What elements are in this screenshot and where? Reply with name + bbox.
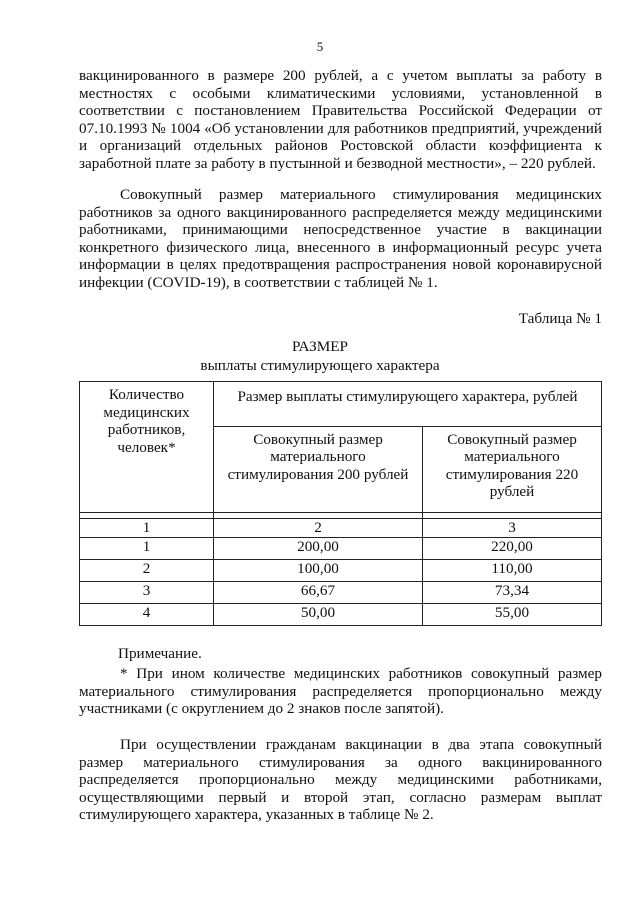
paragraph-3: При осуществлении гражданам вакцинации в два этапа совокупный размер материального стимулирования за одного вакцинированного распределяется пропорционально между медицинскими работниками, осуществляющими первый и второй этап, согласно размерам выплат стимулирующего характера, указанных в таблице № 2.: [79, 736, 602, 824]
payment-200-cell: 100,00: [214, 560, 423, 582]
worker-count-cell: 2: [80, 560, 214, 582]
payment-220-cell: 110,00: [423, 560, 602, 582]
column-number: 3: [423, 519, 602, 538]
paragraph-2: Совокупный размер материального стимулирования медицинских работников за одного вакцинированного распределяется между медицинскими работниками, принимающими непосредственное участие в вакцинации конкретного физического лица, внесенного в информационный ресурс учета информации в целях предотвращения распространения новой коронавирусной инфекции (COVID-19), в соответствии с таблицей № 1.: [79, 186, 602, 291]
note-label: Примечание.: [118, 645, 202, 662]
header-200-rub: Совокупный размер материального стимулирования 200 рублей: [214, 426, 423, 512]
payment-200-cell: 200,00: [214, 538, 423, 560]
note-text: * При ином количестве медицинских работников совокупный размер материального стимулирования распределяется пропорционально между участниками (с округлением до 2 знаков после запятой).: [79, 665, 602, 718]
table-row: [80, 538, 602, 560]
payment-200-cell: 66,67: [214, 582, 423, 604]
header-worker-count: Количество медицинских работников, человек*: [80, 382, 214, 513]
column-number: 2: [214, 519, 423, 538]
payment-220-cell: 73,34: [423, 582, 602, 604]
paragraph-1: вакцинированного в размере 200 рублей, а с учетом выплаты за работу в местностях с особыми климатическими условиями, установленной в соответствии с постановлением Правительства Российской Федерации от 07.10.1993 № 1004 «Об установлении для работников предприятий, учреждений и организаций отдельных районов Ростовской области коэффициента к заработной плате за работу в пустынной и безводной местности», – 220 рублей.: [79, 67, 602, 172]
table-subtitle: выплаты стимулирующего характера: [200, 357, 440, 374]
table-row: [80, 604, 602, 626]
worker-count-cell: 1: [80, 538, 214, 560]
table-header-row: [80, 382, 602, 427]
header-payment-size: Размер выплаты стимулирующего характера, рублей: [214, 382, 602, 427]
worker-count-cell: 4: [80, 604, 214, 626]
payment-200-cell: 50,00: [214, 604, 423, 626]
worker-count-cell: 3: [80, 582, 214, 604]
column-number: 1: [80, 519, 214, 538]
payment-table: [79, 381, 602, 626]
page-number: 5: [316, 39, 324, 54]
header-220-rub: Совокупный размер материального стимулирования 220 рублей: [423, 426, 602, 512]
payment-220-cell: 55,00: [423, 604, 602, 626]
table-title: РАЗМЕР: [292, 338, 348, 355]
payment-220-cell: 220,00: [423, 538, 602, 560]
table-row: [80, 560, 602, 582]
table-caption: Таблица № 1: [518, 310, 602, 327]
table-row: [80, 582, 602, 604]
column-number-row: [80, 519, 602, 538]
